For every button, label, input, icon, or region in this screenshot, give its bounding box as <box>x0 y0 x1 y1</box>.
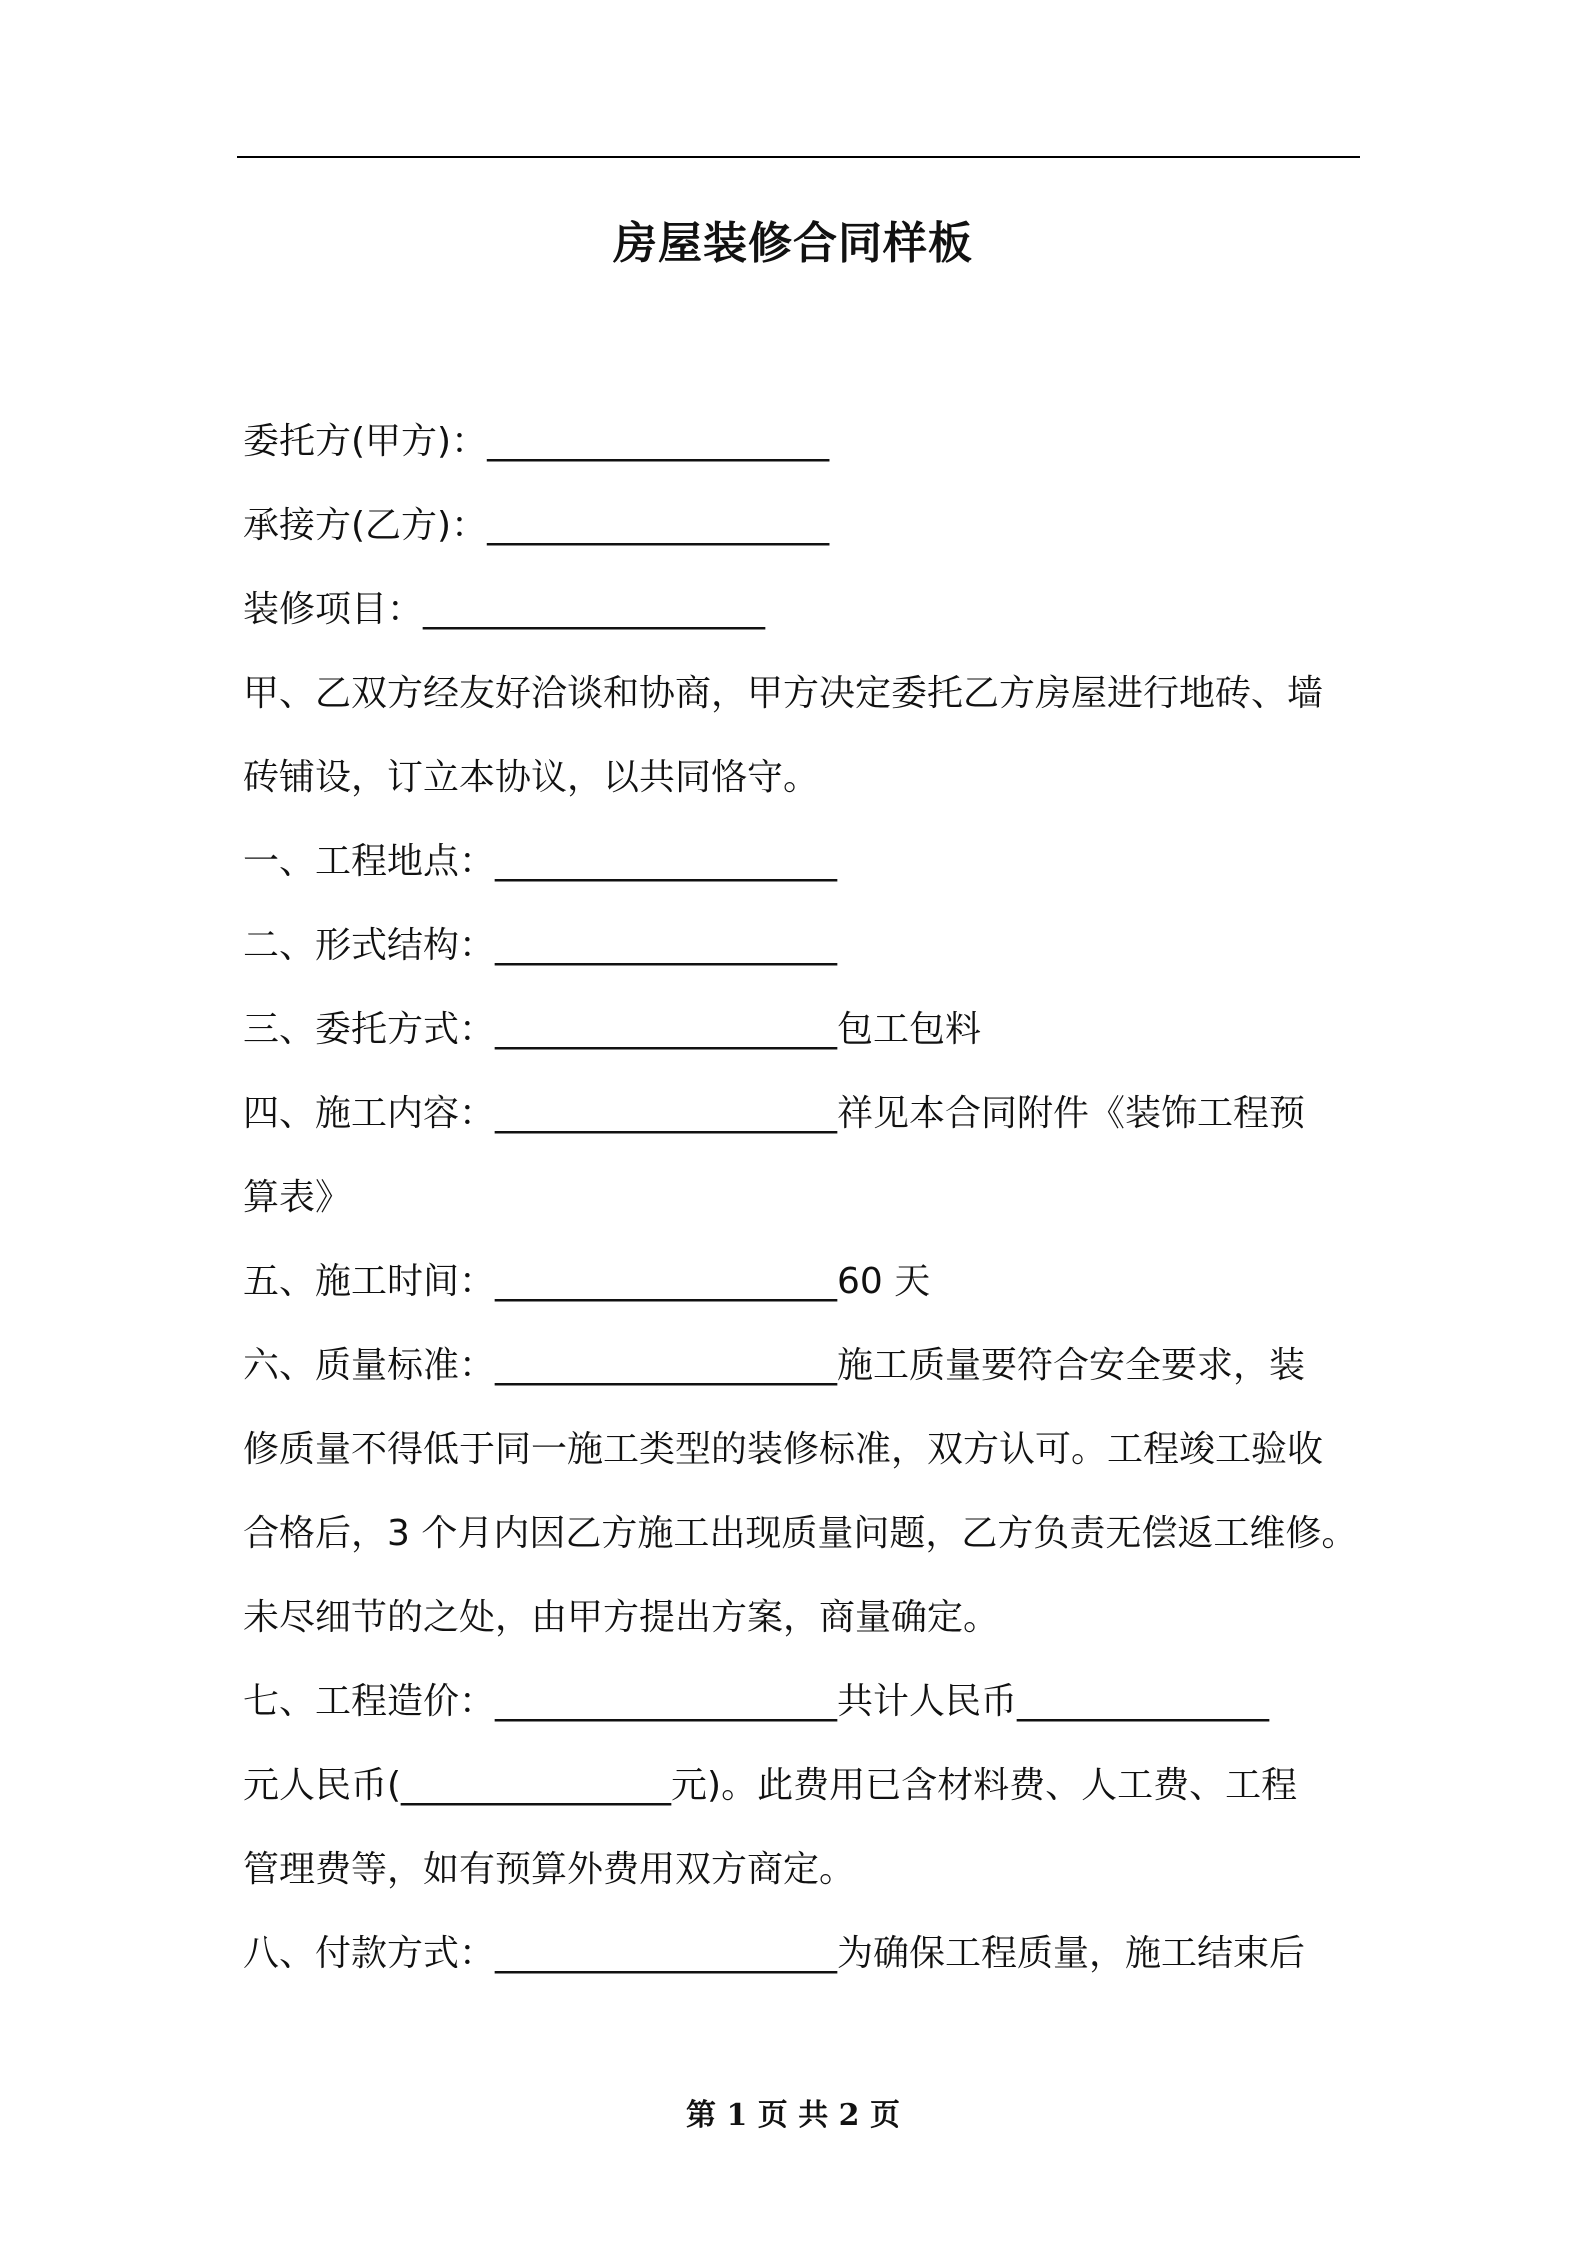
line-intro-1: 甲、乙双方经友好洽谈和协商，甲方决定委托乙方房屋进行地砖、墙 <box>243 673 1324 714</box>
line-section-7-cont-1: 元人民币(_______________元)。此费用已含材料费、人工费、工程 <box>243 1765 1298 1806</box>
line-section-7-cont-2: 管理费等，如有预算外费用双方商定。 <box>243 1849 856 1890</box>
line-section-3: 三、委托方式：___________________包工包料 <box>243 1009 982 1050</box>
line-client: 委托方(甲方)：___________________ <box>243 421 830 462</box>
line-section-4-cont: 算表》 <box>243 1177 352 1218</box>
line-section-7: 七、工程造价：___________________共计人民币______________ <box>243 1681 1270 1722</box>
line-contractor: 承接方(乙方)：___________________ <box>243 505 830 546</box>
contract-body <box>243 400 1363 1996</box>
line-section-5: 五、施工时间：___________________60 天 <box>243 1261 931 1302</box>
document-title: 房屋装修合同样板 <box>613 218 973 269</box>
header-rule <box>237 156 1360 158</box>
line-section-6-cont-1: 修质量不得低于同一施工类型的装修标准，双方认可。工程竣工验收 <box>243 1429 1324 1470</box>
line-project: 装修项目：___________________ <box>243 589 766 630</box>
line-section-6: 六、质量标准：___________________施工质量要符合安全要求，装 <box>243 1345 1306 1386</box>
line-intro-2: 砖铺设，订立本协议，以共同恪守。 <box>243 757 820 798</box>
line-section-6-cont-2: 合格后，3 个月内因乙方施工出现质量问题，乙方负责无偿返工维修。 <box>243 1513 1358 1554</box>
line-section-4: 四、施工内容：___________________祥见本合同附件《装饰工程预 <box>243 1093 1306 1134</box>
line-section-8: 八、付款方式：___________________为确保工程质量，施工结束后 <box>243 1933 1306 1974</box>
line-section-1: 一、工程地点：___________________ <box>243 841 838 882</box>
line-section-2: 二、形式结构：___________________ <box>243 925 838 966</box>
line-section-6-cont-3: 未尽细节的之处，由甲方提出方案，商量确定。 <box>243 1597 1000 1638</box>
page-number: 第 1 页 共 2 页 <box>686 2098 900 2133</box>
